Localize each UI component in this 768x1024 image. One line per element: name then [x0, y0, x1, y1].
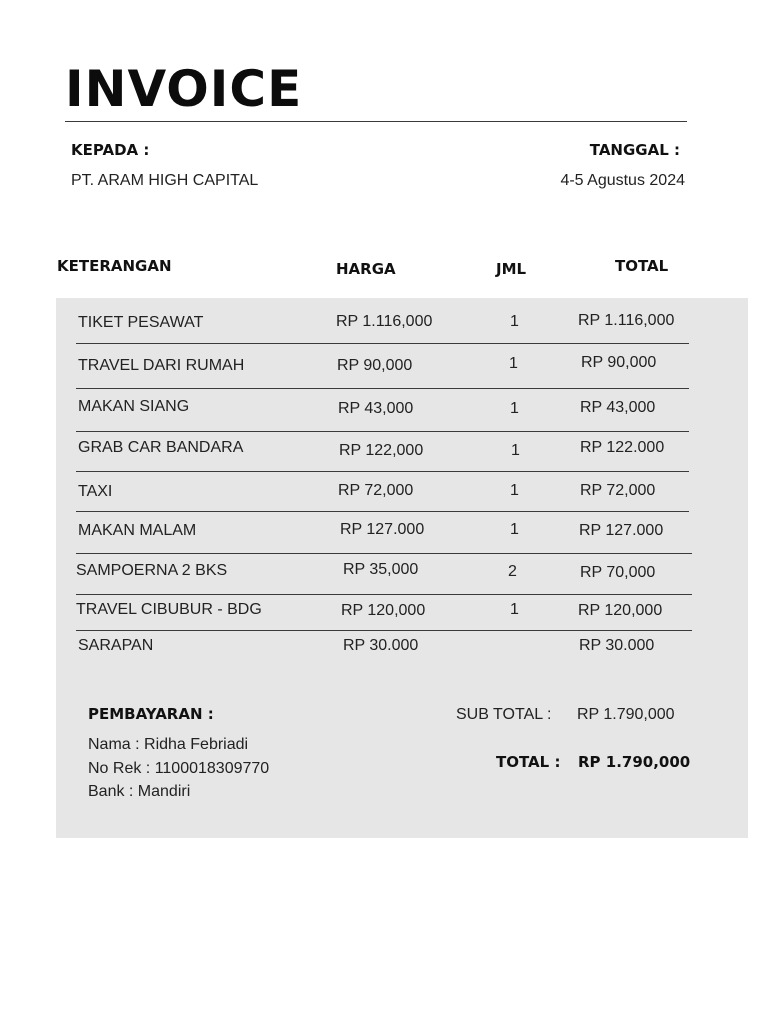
row-description: GRAB CAR BANDARA — [78, 439, 244, 456]
column-header-description: KETERANGAN — [57, 257, 172, 275]
row-price: RP 122,000 — [339, 442, 424, 459]
row-total: RP 43,000 — [580, 399, 656, 416]
row-price: RP 35,000 — [343, 561, 419, 578]
row-description: TRAVEL DARI RUMAH — [78, 357, 245, 374]
row-description: MAKAN SIANG — [78, 398, 190, 415]
grand-total-label: TOTAL : — [496, 753, 561, 771]
row-description: SAMPOERNA 2 BKS — [76, 562, 228, 579]
column-header-qty: JML — [496, 260, 527, 278]
row-divider — [76, 388, 689, 389]
row-divider — [76, 343, 689, 344]
row-divider — [76, 431, 689, 432]
row-qty: 1 — [510, 313, 519, 330]
row-price: RP 1.116,000 — [336, 313, 433, 330]
row-qty: 1 — [510, 521, 519, 538]
row-total: RP 1.116,000 — [578, 312, 675, 329]
column-header-total: TOTAL — [615, 257, 669, 275]
recipient-value: PT. ARAM HIGH CAPITAL — [71, 172, 259, 189]
date-value: 4-5 Agustus 2024 — [560, 172, 685, 189]
subtotal-value: RP 1.790,000 — [577, 706, 675, 723]
row-total: RP 30.000 — [579, 637, 655, 654]
row-price: RP 120,000 — [341, 602, 426, 619]
row-total: RP 120,000 — [578, 602, 663, 619]
payment-account: No Rek : 1100018309770 — [88, 760, 270, 777]
row-total: RP 72,000 — [580, 482, 656, 499]
row-price: RP 43,000 — [338, 400, 414, 417]
recipient-label: KEPADA : — [71, 141, 150, 159]
row-qty: 1 — [510, 601, 519, 618]
row-description: TRAVEL CIBUBUR - BDG — [76, 601, 262, 618]
row-total: RP 122.000 — [580, 439, 665, 456]
row-price: RP 90,000 — [337, 357, 413, 374]
row-description: TAXI — [78, 483, 113, 500]
row-total: RP 90,000 — [581, 354, 657, 371]
row-divider — [76, 594, 692, 595]
row-divider — [76, 553, 692, 554]
row-divider — [76, 630, 692, 631]
title-divider — [65, 121, 687, 122]
row-divider — [76, 471, 689, 472]
row-divider — [76, 511, 689, 512]
row-qty: 1 — [509, 355, 518, 372]
grand-total-value: RP 1.790,000 — [578, 753, 691, 771]
row-price: RP 30.000 — [343, 637, 419, 654]
row-price: RP 72,000 — [338, 482, 414, 499]
payment-bank: Bank : Mandiri — [88, 783, 191, 800]
row-description: SARAPAN — [78, 637, 154, 654]
payment-label: PEMBAYARAN : — [88, 705, 214, 723]
row-total: RP 127.000 — [579, 522, 664, 539]
row-price: RP 127.000 — [340, 521, 425, 538]
row-qty: 1 — [511, 442, 520, 459]
row-total: RP 70,000 — [580, 564, 656, 581]
payment-name: Nama : Ridha Febriadi — [88, 736, 249, 753]
row-qty: 1 — [510, 400, 519, 417]
subtotal-label: SUB TOTAL : — [456, 706, 552, 723]
column-header-price: HARGA — [336, 260, 396, 278]
invoice-title: INVOICE — [65, 60, 303, 118]
row-description: MAKAN MALAM — [78, 522, 197, 539]
row-description: TIKET PESAWAT — [78, 314, 204, 331]
row-qty: 1 — [510, 482, 519, 499]
row-qty: 2 — [508, 563, 517, 580]
date-label: TANGGAL : — [589, 141, 680, 159]
